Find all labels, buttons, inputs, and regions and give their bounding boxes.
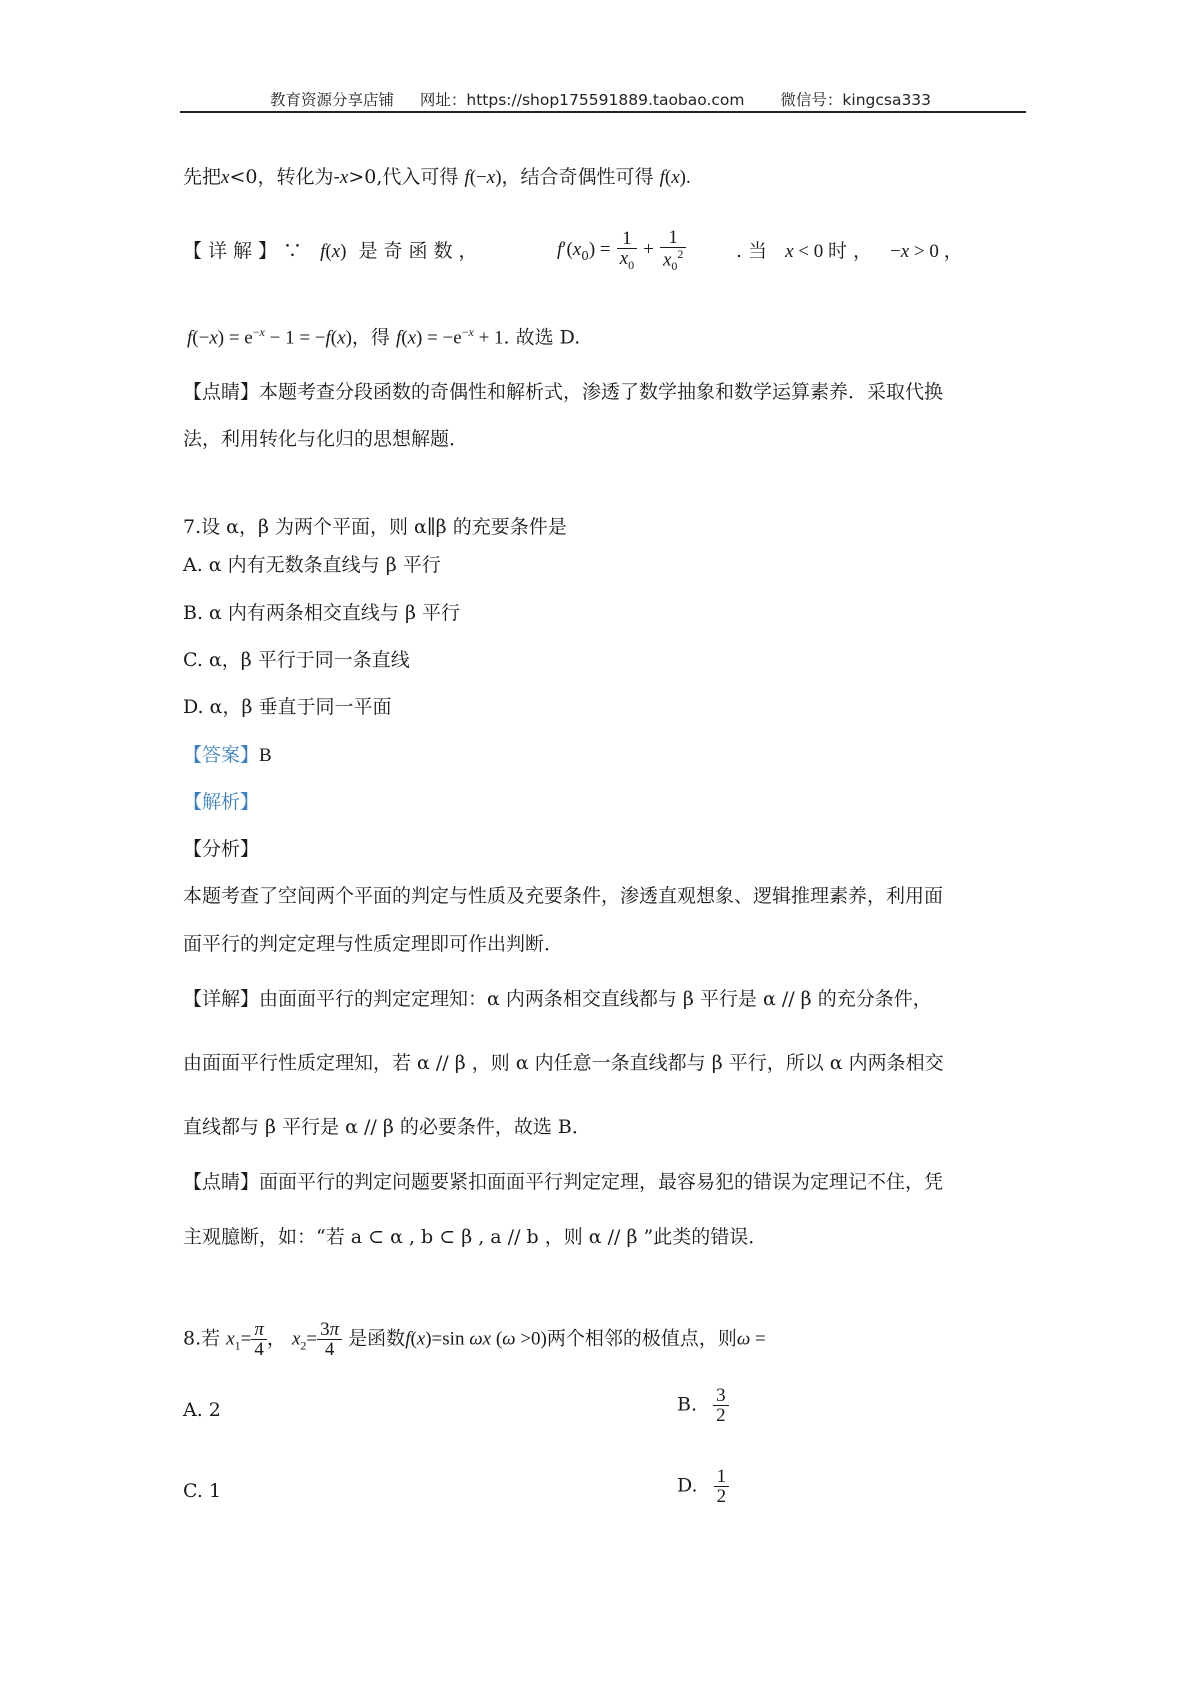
q7-detail-line1: 【详解】由面面平行的判定定理知：α 内两条相交直线都与 β 平行是 α // β 的充分条件， xyxy=(183,988,932,1010)
answer-label: 【答案】 xyxy=(183,744,260,766)
q7-jiexi-label: 【解析】 xyxy=(183,791,260,813)
q7-detail-line2: 由面面平行性质定理知，若 α // β ，则 α 内任意一条直线都与 β 平行，所以 α 内两条相交 xyxy=(183,1052,944,1074)
q7-detail-line3: 直线都与 β 平行是 α // β 的必要条件，故选 B． xyxy=(183,1116,591,1138)
q6-condition: .当 x < 0 时， −x > 0 ， xyxy=(736,240,969,262)
q7-option-b: B. α 内有两条相交直线与 β 平行 xyxy=(183,602,460,624)
url-label: 网址： xyxy=(419,91,467,109)
q6-tip-line1: 【点睛】本题考查分段函数的奇偶性和解析式，渗透了数学抽象和数学运算素养．采取代换 xyxy=(183,381,944,403)
q7-fenxi-label: 【分析】 xyxy=(183,838,260,860)
q8-option-d: D. $\frac{1}{2}$ xyxy=(677,1467,729,1506)
q7-option-d: D. α，β 垂直于同一平面 xyxy=(183,696,392,718)
q7-stem: 7.设 α，β 为两个平面，则 α∥β 的充要条件是 xyxy=(183,516,567,538)
shop-name: 教育资源分享店铺 xyxy=(270,91,395,109)
q6-tip-line2: 法，利用转化与化归的思想解题． xyxy=(183,428,469,450)
q6-derivative: $f'(x_0)$ = $\frac{1}{x_0}$ + $\frac{1}{x_0^2}$ xyxy=(557,228,686,272)
q7-fenxi-line2: 面平行的判定定理与性质定理即可作出判断． xyxy=(183,933,564,955)
q7-tip-line2: 主观臆断，如：“若 a ⊂ α , b ⊂ β , a // b ，则 α // β ”此类的错误． xyxy=(183,1226,768,1248)
q8-option-c: C. 1 xyxy=(183,1480,222,1502)
header-rule xyxy=(180,111,1026,113)
q8-option-b: B. $\frac{3}{2}$ xyxy=(677,1386,729,1425)
wechat-label: 微信号： xyxy=(780,91,843,109)
q7-tip-line1: 【点睛】面面平行的判定问题要紧扣面面平行判定定理，最容易犯的错误为定理记不住，凭 xyxy=(183,1171,944,1193)
wechat-id: kingcsa333 xyxy=(842,91,932,109)
q7-answer: 【答案】B xyxy=(183,744,272,766)
q7-option-c: C. α，β 平行于同一条直线 xyxy=(183,649,410,671)
q7-fenxi-line1: 本题考查了空间两个平面的判定与性质及充要条件，渗透直观想象、逻辑推理素养，利用面 xyxy=(183,885,944,907)
shop-url[interactable]: https://shop175591889.taobao.com xyxy=(466,91,745,109)
q7-option-a: A. α 内有无数条直线与 β 平行 xyxy=(183,554,441,576)
q6-analysis: 先把x<0，转化为-x>0,代入可得 f(−x)，结合奇偶性可得 f(x). xyxy=(183,166,691,188)
page-header xyxy=(270,88,931,110)
q6-result: $f(-x) = e^{-x} - 1 = -f(x)$，得 $f(x) = -e^{-x} + 1$. 故选 D. xyxy=(187,325,581,349)
q8-option-a: A. 2 xyxy=(183,1399,221,1421)
q6-detail: 【详解】∵ f(x) 是奇函数， xyxy=(183,240,484,262)
q8-stem: 8.若 $x_1=$ $\frac{\pi}{4}$ ， $x_2=$ $\frac{3\pi}{4}$ 是函数f(x)=sin ωx (ω >0)两个相邻的极值点，则ω = xyxy=(183,1319,766,1360)
